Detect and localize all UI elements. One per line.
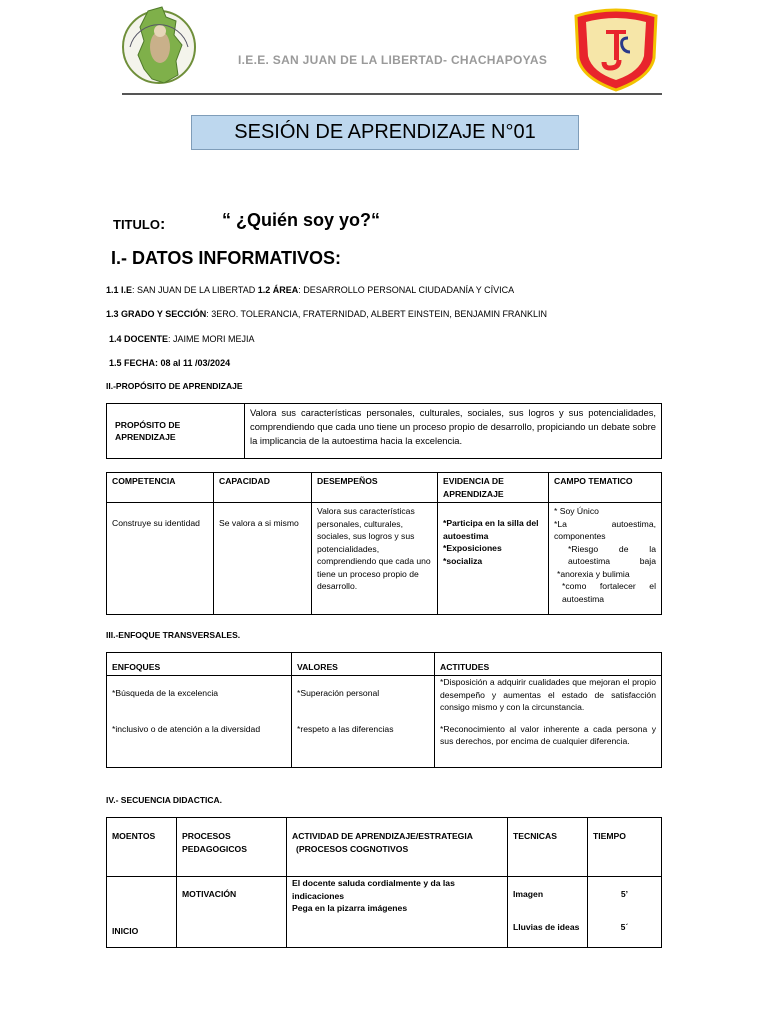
info-ie-area: 1.1 I.E: SAN JUAN DE LA LIBERTAD 1.2 ÁREA: DESARROLLO PERSONAL CIUDADANÍA Y CÍVICA <box>106 285 515 295</box>
valor-cell: *respeto a las diferencias <box>292 716 435 768</box>
enfoque-cell: *inclusivo o de atención a la diversidad <box>107 716 292 768</box>
school-name-header: I.E.E. SAN JUAN DE LA LIBERTAD- CHACHAPOYAS <box>238 53 548 67</box>
proposito-table <box>106 403 662 459</box>
valor-cell: *Superación personal <box>292 676 435 716</box>
actitud-cell: *Reconocimiento al valor inherente a cada persona y sus derechos, por encima de cualquier diferencia. <box>435 716 662 768</box>
table-row <box>107 716 662 768</box>
list-item: *Exposiciones <box>443 543 502 553</box>
col-header: COMPETENCIA <box>107 473 214 503</box>
session-title: SESIÓN DE APRENDIZAJE N°01 <box>191 115 579 150</box>
competencias-table <box>106 472 662 615</box>
info-docente: 1.4 DOCENTE: JAIME MORI MEJIA <box>109 334 255 344</box>
campo-tematico-cell <box>549 503 662 615</box>
col-header: PROCESOS PEDAGOGICOS <box>177 818 287 877</box>
school-shield-logo <box>570 6 662 92</box>
list-item: *La autoestima, componentes <box>554 518 656 541</box>
info-grado: 1.3 GRADO Y SECCIÓN: 3ERO. TOLERANCIA, FRATERNIDAD, ALBERT EINSTEIN, BENJAMIN FRANKLIN <box>106 309 547 319</box>
desempenos-cell: Valora sus características personales, culturales, sociales, sus logros y sus potencialidades, comprendiendo que cada uno tiene un proceso propio de desarrollo. <box>312 503 438 615</box>
info-fecha: 1.5 FECHA: 08 al 11 /03/2024 <box>109 358 231 368</box>
secuencia-heading: IV.- SECUENCIA DIDACTICA. <box>106 795 223 805</box>
titulo-label: TITULO: <box>113 216 166 233</box>
col-header: ENFOQUES <box>107 653 292 676</box>
list-item: *Riesgo de la autoestima baja <box>568 543 656 566</box>
capacidad-cell: Se valora a si mismo <box>214 503 312 615</box>
datos-informativos-heading: I.- DATOS INFORMATIVOS: <box>111 248 341 268</box>
col-header: CAMPO TEMATICO <box>549 473 662 503</box>
enfoques-table <box>106 652 662 768</box>
titulo-value: “ ¿Quién soy yo?“ <box>222 210 381 230</box>
regional-government-logo <box>118 3 200 93</box>
table-row <box>107 653 662 676</box>
proposito-label: PROPÓSITO DE APRENDIZAJE <box>107 404 245 459</box>
evidencias-cell <box>438 503 549 615</box>
actitud-cell: *Disposición a adquirir cualidades que mejoran el propio desempeño y aumentas el estado de satisfacción consigo mismo y con la circunstancia. <box>435 676 662 716</box>
col-header: DESEMPEÑOS <box>312 473 438 503</box>
list-item: *socializa <box>443 555 483 566</box>
header-divider <box>122 93 662 95</box>
momento-cell: INICIO <box>107 877 177 948</box>
actividad-cell: El docente saluda cordialmente y da las indicaciones Pega en la pizarra imágenes <box>287 877 508 948</box>
table-row <box>107 503 662 615</box>
proposito-heading: II.-PROPÓSITO DE APRENDIZAJE <box>106 381 243 391</box>
secuencia-table <box>106 817 662 948</box>
table-row <box>107 473 662 503</box>
col-header: MOENTOS <box>107 818 177 877</box>
col-header: ACTIVIDAD DE APRENDIZAJE/ESTRATEGIA (PROCESOS COGNOTIVOS <box>287 818 508 877</box>
list-item: *anorexia y bulimia <box>557 568 630 579</box>
col-header: TIEMPO <box>588 818 662 877</box>
enfoque-cell: *Búsqueda de la excelencia <box>107 676 292 716</box>
competencia-cell: Construye su identidad <box>107 503 214 615</box>
proceso-cell: MOTIVACIÓN <box>177 877 287 948</box>
table-row <box>107 877 662 948</box>
enfoque-heading: III.-ENFOQUE TRANSVERSALES. <box>106 630 241 640</box>
table-row <box>107 676 662 716</box>
col-header: VALORES <box>292 653 435 676</box>
table-row <box>107 818 662 877</box>
col-header: CAPACIDAD <box>214 473 312 503</box>
tiempo-cell: 5’ 5´ <box>588 877 662 948</box>
table-row <box>107 404 662 459</box>
tecnica-cell: Imagen Lluvias de ideas <box>508 877 588 948</box>
list-item: *como fortalecer el autoestima <box>562 581 656 604</box>
list-item: *Participa en la silla del autoestima <box>443 518 539 541</box>
col-header: ACTITUDES <box>435 653 662 676</box>
col-header: TECNICAS <box>508 818 588 877</box>
list-item: * Soy Único <box>554 506 599 516</box>
col-header: EVIDENCIA DE APRENDIZAJE <box>438 473 549 503</box>
proposito-text: Valora sus características personales, culturales, sociales, sus logros y sus potencialidades, comprendiendo que cada uno tiene un proceso propio de desarrollo, propiciando un debate sobre la implicancia de la autoestima hacia la excelencia. <box>245 404 662 459</box>
